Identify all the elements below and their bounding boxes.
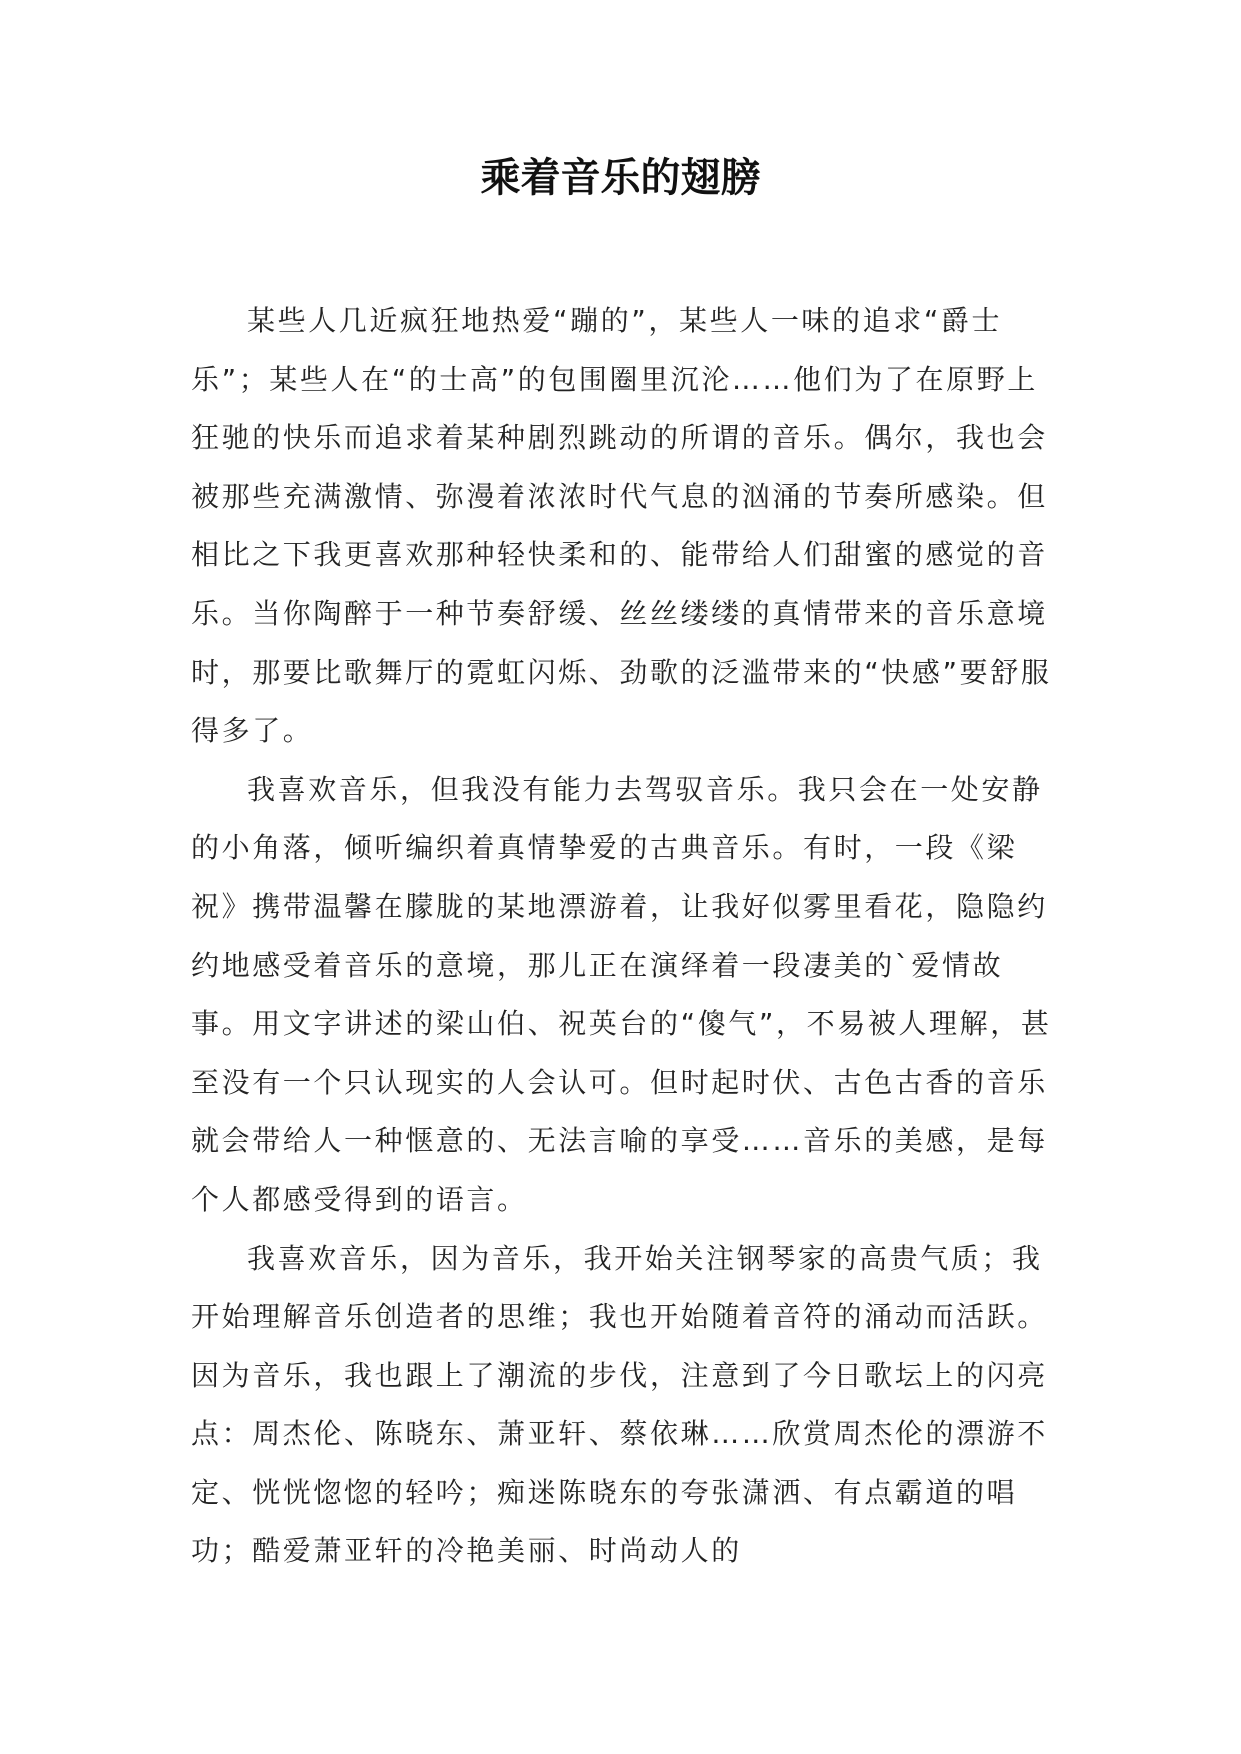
paragraph-1: 某些人几近疯狂地热爱“蹦的”，某些人一味的追求“爵士乐”；某些人在“的士高”的包围圈里沉沦……他们为了在原野上狂驰的快乐而追求着某种剧烈跳动的所谓的音乐。偶尔，我也会被那些充满激情、弥漫着浓浓时代气息的汹涌的节奏所感染。但相比之下我更喜欢那种轻快柔和的、能带给人们甜蜜的感觉的音乐。当你陶醉于一种节奏舒缓、丝丝缕缕的真情带来的音乐意境时，那要比歌舞厅的霓虹闪烁、劲歌的泛滥带来的“快感”要舒服得多了。 [191, 304, 1052, 748]
paragraph-2: 我喜欢音乐，但我没有能力去驾驭音乐。我只会在一处安静的小角落，倾听编织着真情挚爱的古典音乐。有时，一段《梁祝》携带温馨在朦胧的某地漂游着，让我好似雾里看花，隐隐约约地感受着音乐的意境，那儿正在演绎着一段凄美的`爱情故事。用文字讲述的梁山伯、祝英台的“傻气”，不易被人理解，甚至没有一个只认现实的人会认可。但时起时伏、古色古香的音乐就会带给人一种惬意的、无法言喻的享受……音乐的美感，是每个人都感受得到的语言。 [191, 772, 1052, 1216]
document-body [191, 292, 1053, 1581]
paragraph-3: 我喜欢音乐，因为音乐，我开始关注钢琴家的高贵气质；我开始理解音乐创造者的思维；我也开始随着音符的涌动而活跃。因为音乐，我也跟上了潮流的步伐，注意到了今日歌坛上的闪亮点：周杰伦、陈晓东、萧亚轩、蔡依琳……欣赏周杰伦的漂游不定、恍恍惚惚的轻吟；痴迷陈晓东的夸张潇洒、有点霸道的唱功；酷爱萧亚轩的冷艳美丽、时尚动人的 [191, 1241, 1048, 1568]
document-title: 乘着音乐的翅膀 [480, 154, 761, 201]
